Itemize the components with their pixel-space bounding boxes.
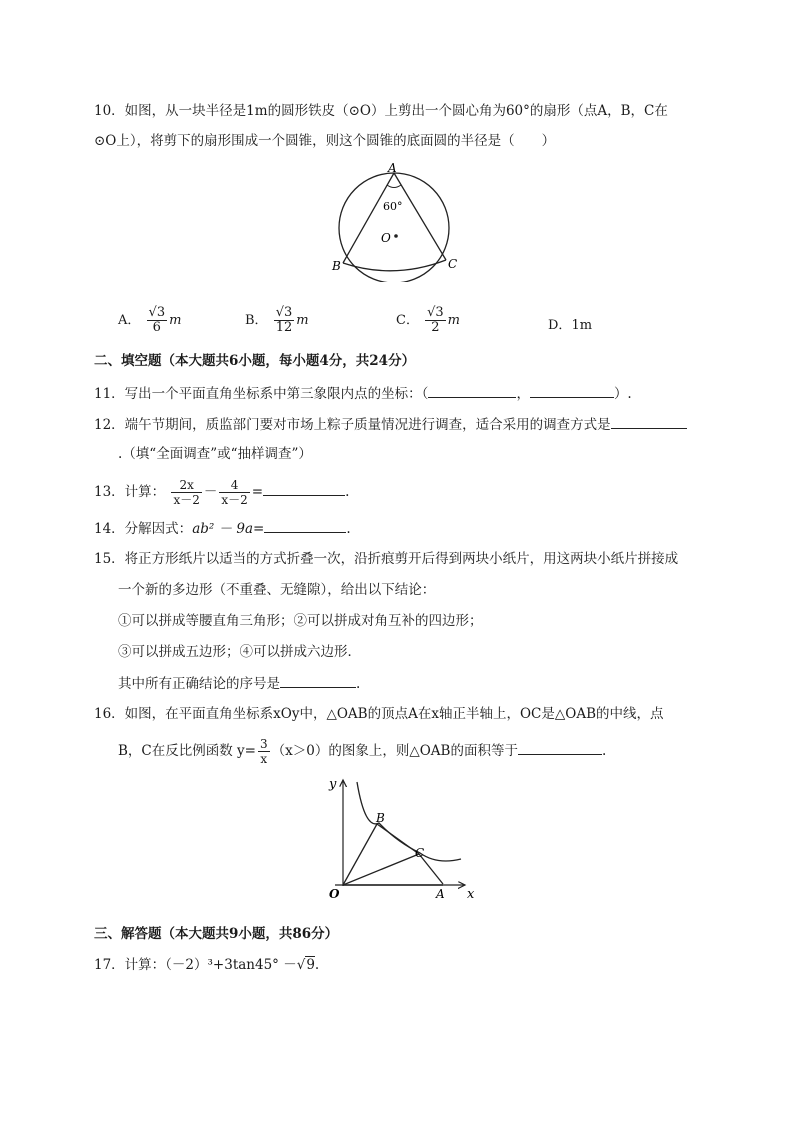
q15-line5: 其中所有正确结论的序号是 .: [118, 673, 360, 694]
q14-blank[interactable]: [264, 518, 346, 533]
q16-graph-figure: [315, 772, 485, 902]
q16-line2: B，C在反比例函数 y= $\frac{3}{x}$ （x＞0）的图象上，则△OAB的面积等于 .: [118, 737, 607, 766]
choice-a: A． $\frac{√3}{6}$ m: [118, 305, 182, 335]
q15-line1: 15．将正方形纸片以适当的方式折叠一次，沿折痕剪开后得到两块小纸片，用这两块小纸片拼接成: [94, 551, 679, 567]
label-a: A: [388, 162, 397, 175]
segment-bc: [377, 824, 419, 854]
label-o: O: [329, 887, 340, 901]
q10-line2: ⊙O上），将剪下的扇形围成一个圆锥，则这个圆锥的底面圆的半径是（ ）: [94, 133, 556, 149]
q15-line3: ①可以拼成等腰直角三角形；②可以拼成对角互补的四边形；: [118, 613, 483, 629]
q11-blank-y[interactable]: [530, 383, 614, 398]
label-a: A: [436, 887, 445, 901]
label-b: B: [376, 811, 385, 825]
q15-blank[interactable]: [280, 673, 356, 688]
q10-circle-figure: [330, 162, 470, 282]
segment-ab: [343, 173, 394, 263]
label-x: x: [467, 887, 475, 902]
label-y: y: [329, 777, 337, 792]
q13-blank[interactable]: [263, 481, 345, 496]
q13: 13．计算： $\frac{2x}{x-2}$ － $\frac{4}{x-2}$ = .: [94, 478, 350, 507]
label-c: C: [415, 846, 425, 860]
section2-heading: 二、填空题（本大题共6小题，每小题4分，共24分）: [94, 353, 416, 369]
q11-blank-x[interactable]: [428, 383, 516, 398]
sqrt-9: √9: [296, 957, 315, 973]
q15-line2: 一个新的多边形（不重叠、无缝隙），给出以下结论：: [118, 582, 436, 598]
angle-mark: [387, 185, 401, 188]
q12-blank[interactable]: [611, 414, 687, 429]
label-angle: 60°: [383, 200, 403, 213]
q14: 14．分解因式：ab² － 9a= .: [94, 518, 351, 539]
q10-line1: 10．如图，从一块半径是1m的圆形铁皮（⊙O）上剪出一个圆心角为60°的扇形（点A，B，C在: [94, 103, 668, 119]
q17: 17．计算：（－2）³+3tan45° －√9.: [94, 957, 320, 973]
hyperbola-curve: [357, 782, 461, 861]
label-c: C: [448, 257, 458, 271]
choice-b: B． $\frac{√3}{12}$ m: [245, 305, 309, 335]
center-point: [394, 234, 398, 238]
q11: 11．写出一个平面直角坐标系中第三象限内点的坐标：（ ， ）.: [94, 383, 632, 404]
segment-ac: [394, 173, 446, 260]
choice-d: D．1m: [548, 318, 593, 333]
segment-ob: [343, 824, 377, 885]
q16-blank[interactable]: [518, 740, 602, 755]
q15-line4: ③可以拼成五边形；④可以拼成六边形．: [118, 644, 361, 660]
label-o: O: [381, 231, 391, 245]
q12-line2: .（填“全面调查”或“抽样调查”）: [118, 446, 312, 462]
q12-line1: 12．端午节期间，质监部门要对市场上粽子质量情况进行调查，适合采用的调查方式是: [94, 414, 687, 435]
circle-o: [339, 173, 449, 282]
section3-heading: 三、解答题（本大题共9小题，共86分）: [94, 926, 339, 942]
choice-c: C． $\frac{√3}{2}$ m: [396, 305, 460, 335]
q16-line1: 16．如图，在平面直角坐标系xOy中，△OAB的顶点A在x轴正半轴上，OC是△OAB的中线，点: [94, 706, 664, 722]
label-b: B: [332, 259, 341, 273]
segment-oc: [343, 854, 419, 885]
